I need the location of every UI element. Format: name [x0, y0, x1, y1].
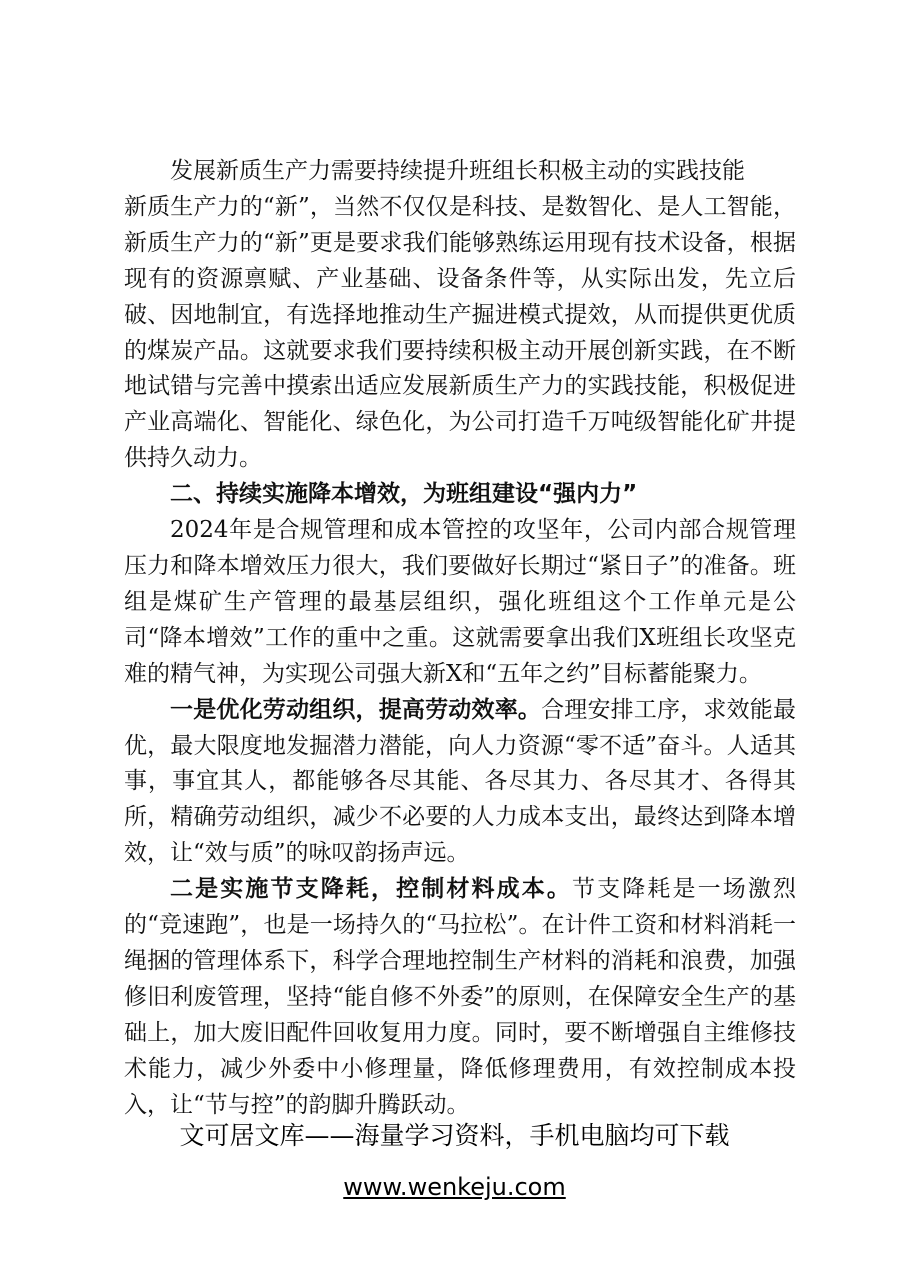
section-heading: 二、持续实施降本增效，为班组建设“强内力” — [170, 481, 638, 508]
point-two-lead: 二是实施节支降耗，控制材料成本。 — [170, 876, 572, 903]
paragraph-point-one — [124, 693, 796, 873]
point-two-body: 节支降耗是一场激烈的“竞速跑”，也是一场持久的“马拉松”。在计件工资和材料消耗一绳捆的管理体系下，科学合理地控制生产材料的消耗和浪费，加强修旧利废管理，坚持“能自修不外委”的原则，在保障安全生产的基础上，加大废旧配件回收复用力度。同时，要不断增强自主维修技术能力，减少外委中小修理量，降低修理费用，有效控制成本投入，让“节与控”的韵脚升腾跃动。 — [124, 876, 796, 1118]
paragraph-point-two — [124, 872, 796, 1123]
document-body — [124, 154, 796, 1123]
paragraph-new-productivity: 新质生产力的“新”，当然不仅仅是科技、是数智化、是人工智能，新质生产力的“新”更是要求我们能够熟练运用现有技术设备，根据现有的资源禀赋、产业基础、设备条件等，从实际出发，先立后破、因地制宜，有选择地推动生产掘进模式提效，从而提供更优质的煤炭产品。这就要求我们要持续积极主动开展创新实践，在不断地试错与完善中摸索出适应发展新质生产力的实践技能，积极促进产业高端化、智能化、绿色化，为公司打造千万吨级智能化矿井提供持久动力。 — [124, 193, 796, 472]
footer-title: 文可居文库——海量学习资料，手机电脑均可下载 — [179, 1121, 730, 1150]
footer-url-link[interactable]: www.wenkeju.com — [343, 1173, 566, 1201]
point-one-body: 合理安排工序，求效能最优，最大限度地发掘潜力潜能，向人力资源“零不适”奋斗。人适其事，事宜其人，都能够各尽其能、各尽其力、各尽其才、各得其所，精确劳动组织，减少不必要的人力成本支出，最终达到降本增效，让“效与质”的咏叹韵扬声远。 — [124, 696, 797, 867]
paragraph-2024: 2024年是合规管理和成本管控的攻坚年，公司内部合规管理压力和降本增效压力很大，我们要做好长期过“紧日子”的准备。班组是煤矿生产管理的最基层组织，强化班组这个工作单元是公司“降本增效”工作的重中之重。这就需要拿出我们X班组长攻坚克难的精气神，为实现公司强大新X和“五年之约”目标蓄能聚力。 — [124, 517, 796, 687]
point-one-lead: 一是优化劳动组织，提高劳动效率。 — [170, 696, 542, 723]
footer-url-wrapper — [0, 1173, 909, 1201]
paragraph-lead-heading — [124, 154, 796, 190]
subsection-heading: 发展新质生产力需要持续提升班组长积极主动的实践技能 — [170, 158, 745, 184]
